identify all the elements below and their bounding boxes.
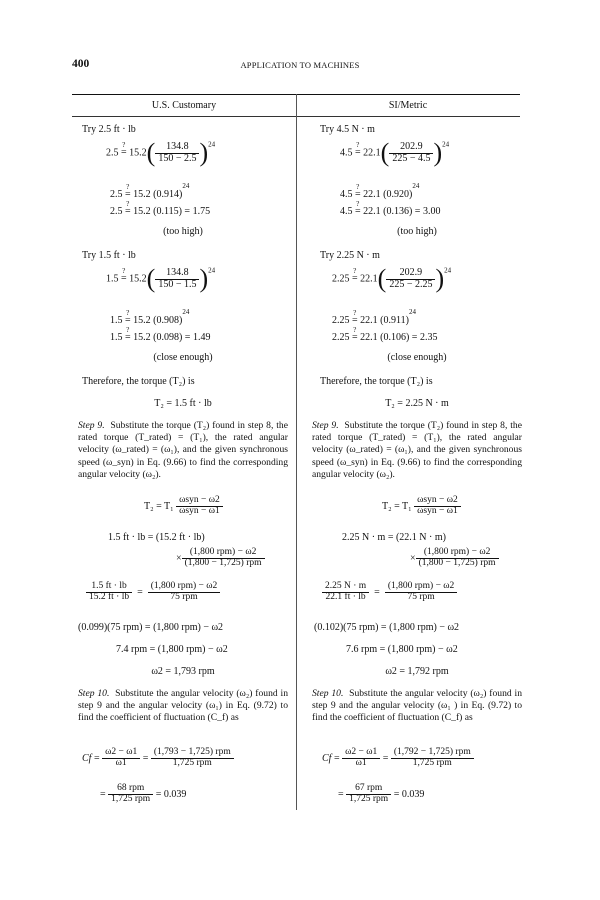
equation-trial-1: 2.5 ? = 15.2( $\frac{134.8}{150 - 2.5}$ )$^{24}$ xyxy=(106,138,216,167)
equation-trial-1c: 4.5 ? = 22.1 (0.136) = 3.00 xyxy=(340,200,441,217)
si-metric-column xyxy=(312,0,522,900)
equation-trial-1: 4.5 ? = 22.1( $\frac{202.9}{225 - 4.5}$ )$^{24}$ xyxy=(340,138,450,167)
us-customary-column xyxy=(78,0,288,900)
equation-trial-1b: 2.5 ? = 15.2 $(0.914)^{24}$ xyxy=(110,182,190,200)
eq-lhs: 2.5 xyxy=(106,147,119,159)
rpm-line: 7.6 rpm = (1,800 rpm) − ω2 xyxy=(346,644,458,655)
try-first-value: Try 4.5 N · m xyxy=(320,124,375,135)
try-first-value: Try 2.5 ft · lb xyxy=(82,124,136,135)
cf-final: = $\frac{\text{68 rpm}}{\text{1,725 rpm}}$ = 0.039 xyxy=(100,783,187,804)
cf-final: = $\frac{\text{67 rpm}}{\text{1,725 rpm}}$ = 0.039 xyxy=(338,783,425,804)
eq-966: T₂ = T₁ $\frac{\text{ωsyn − ω2}}{\text{ωsyn − ω1}}$ xyxy=(144,496,223,517)
equation-trial-1c: 2.5 ? = 15.2 (0.115) = 1.75 xyxy=(110,200,211,217)
try-second-value: Try 1.5 ft · lb xyxy=(82,250,136,261)
column-divider xyxy=(296,94,297,810)
column-title-us: U.S. Customary xyxy=(151,100,217,111)
step-10-paragraph: Step 10. Substitute the angular velocity (ω₂) found in step 9 and the angular velocity (ω₁ ) in Eq. (9.72) to find the coefficient of fluctuation (C_f) as xyxy=(312,688,522,724)
equation-trial-2c: 2.25 ? = 22.1 (0.106) = 2.35 xyxy=(332,326,438,343)
torque-result: T₂ = 2.25 N · m xyxy=(385,398,449,409)
ratio-equation: $\frac{2.25 N \cdot m}{22.1 ft \cdot lb}$ = $\frac{\text{(1,800 rpm) − ω2}}{\text{75 rpm}}$ xyxy=(322,582,457,603)
close-enough-note: (close enough) xyxy=(153,352,213,363)
step-9-paragraph: Step 9. Substitute the torque (T₂) found in step 8, the rated torque (T_rated) = (T₁), the rated angular velocity (ω_rated) = (ω₁), and the given synchronous speed (ω_syn) in Eq. (9.66) to find the corresponding angular velocity (ω₂). xyxy=(312,420,522,480)
substitution-line: 2.25 N · m = (22.1 N · m) xyxy=(342,532,446,543)
rpm-line: 7.4 rpm = (1,800 rpm) − ω2 xyxy=(116,644,228,655)
cf-equation: Cf = $\frac{\omega 2 - \omega 1}{\omega 1}$ = $\frac{\text{(1,792 − 1,725) rpm}}{\text{1,725 rpm}}$ xyxy=(322,748,474,769)
page-number: 400 xyxy=(72,58,90,70)
substitution-fraction: × $\frac{\text{(1,800 rpm) − ω2}}{\text{(1,800 − 1,725) rpm}}$ xyxy=(410,548,499,569)
close-enough-note: (close enough) xyxy=(387,352,447,363)
try-second-value: Try 2.25 N · m xyxy=(320,250,380,261)
multiplication-line: (0.099)(75 rpm) = (1,800 rpm) − ω2 xyxy=(78,622,224,633)
eq-coef: 15.2 xyxy=(129,147,147,159)
equation-trial-2b: 2.25 ? = 22.1 $(0.911)^{24}$ xyxy=(332,308,416,326)
substitution-line: 1.5 ft · lb = (15.2 ft · lb) xyxy=(108,532,205,543)
equation-trial-2c: 1.5 ? = 15.2 (0.098) = 1.49 xyxy=(110,326,211,343)
therefore-text: Therefore, the torque (T₂) is xyxy=(82,376,195,387)
equation-trial-2b: 1.5 ? = 15.2 $(0.908)^{24}$ xyxy=(110,308,190,326)
too-high-note: (too high) xyxy=(397,226,437,237)
equation-trial-2: 2.25 ? = 22.1( $\frac{202.9}{225 - 2.25}$ )$^{24}$ xyxy=(332,264,452,293)
therefore-text: Therefore, the torque (T₂) is xyxy=(320,376,433,387)
running-head: APPLICATION TO MACHINES xyxy=(240,60,360,70)
step-10-paragraph: Step 10. Substitute the angular velocity (ω₂) found in step 9 and the angular velocity (ω₁) in Eq. (9.72) to find the coefficient of fluctuation (C_f) as xyxy=(78,688,288,724)
substitution-fraction: × $\frac{\text{(1,800 rpm) − ω2}}{\text{(1,800 − 1,725) rpm}}$ xyxy=(176,548,265,569)
eq-fraction: $\frac{134.8}{150 - 2.5}$ xyxy=(155,142,199,164)
step-9-paragraph: Step 9. Substitute the torque (T₂) found in step 8, the rated torque (T_rated) = (T₁), the rated angular velocity (ω_rated) = (ω₁), and the given synchronous speed (ω_syn) in Eq. (9.66) to find the corresponding angular velocity (ω₂). xyxy=(78,420,288,480)
equation-trial-1b: 4.5 ? = 22.1 $(0.920)^{24}$ xyxy=(340,182,420,200)
multiplication-line: (0.102)(75 rpm) = (1,800 rpm) − ω2 xyxy=(314,622,460,633)
exponent: 24 xyxy=(208,140,216,149)
omega2-result: ω2 = 1,792 rpm xyxy=(385,666,449,677)
torque-result: T₂ = 1.5 ft · lb xyxy=(154,398,212,409)
cf-equation: Cf = $\frac{\omega 2 - \omega 1}{\omega 1}$ = $\frac{\text{(1,793 − 1,725) rpm}}{\text{1,725 rpm}}$ xyxy=(82,748,234,769)
column-title-si: SI/Metric xyxy=(388,100,428,111)
ratio-equation: $\frac{1.5 ft \cdot lb}{15.2 ft \cdot lb}$ = $\frac{\text{(1,800 rpm) − ω2}}{\text{75 rpm}}$ xyxy=(86,582,220,603)
equation-trial-2: 1.5 ? = 15.2( $\frac{134.8}{150 - 1.5}$ )$^{24}$ xyxy=(106,264,216,293)
too-high-note: (too high) xyxy=(163,226,203,237)
eq-966: T₂ = T₁ $\frac{\text{ωsyn − ω2}}{\text{ωsyn − ω1}}$ xyxy=(382,496,461,517)
omega2-result: ω2 = 1,793 rpm xyxy=(151,666,215,677)
